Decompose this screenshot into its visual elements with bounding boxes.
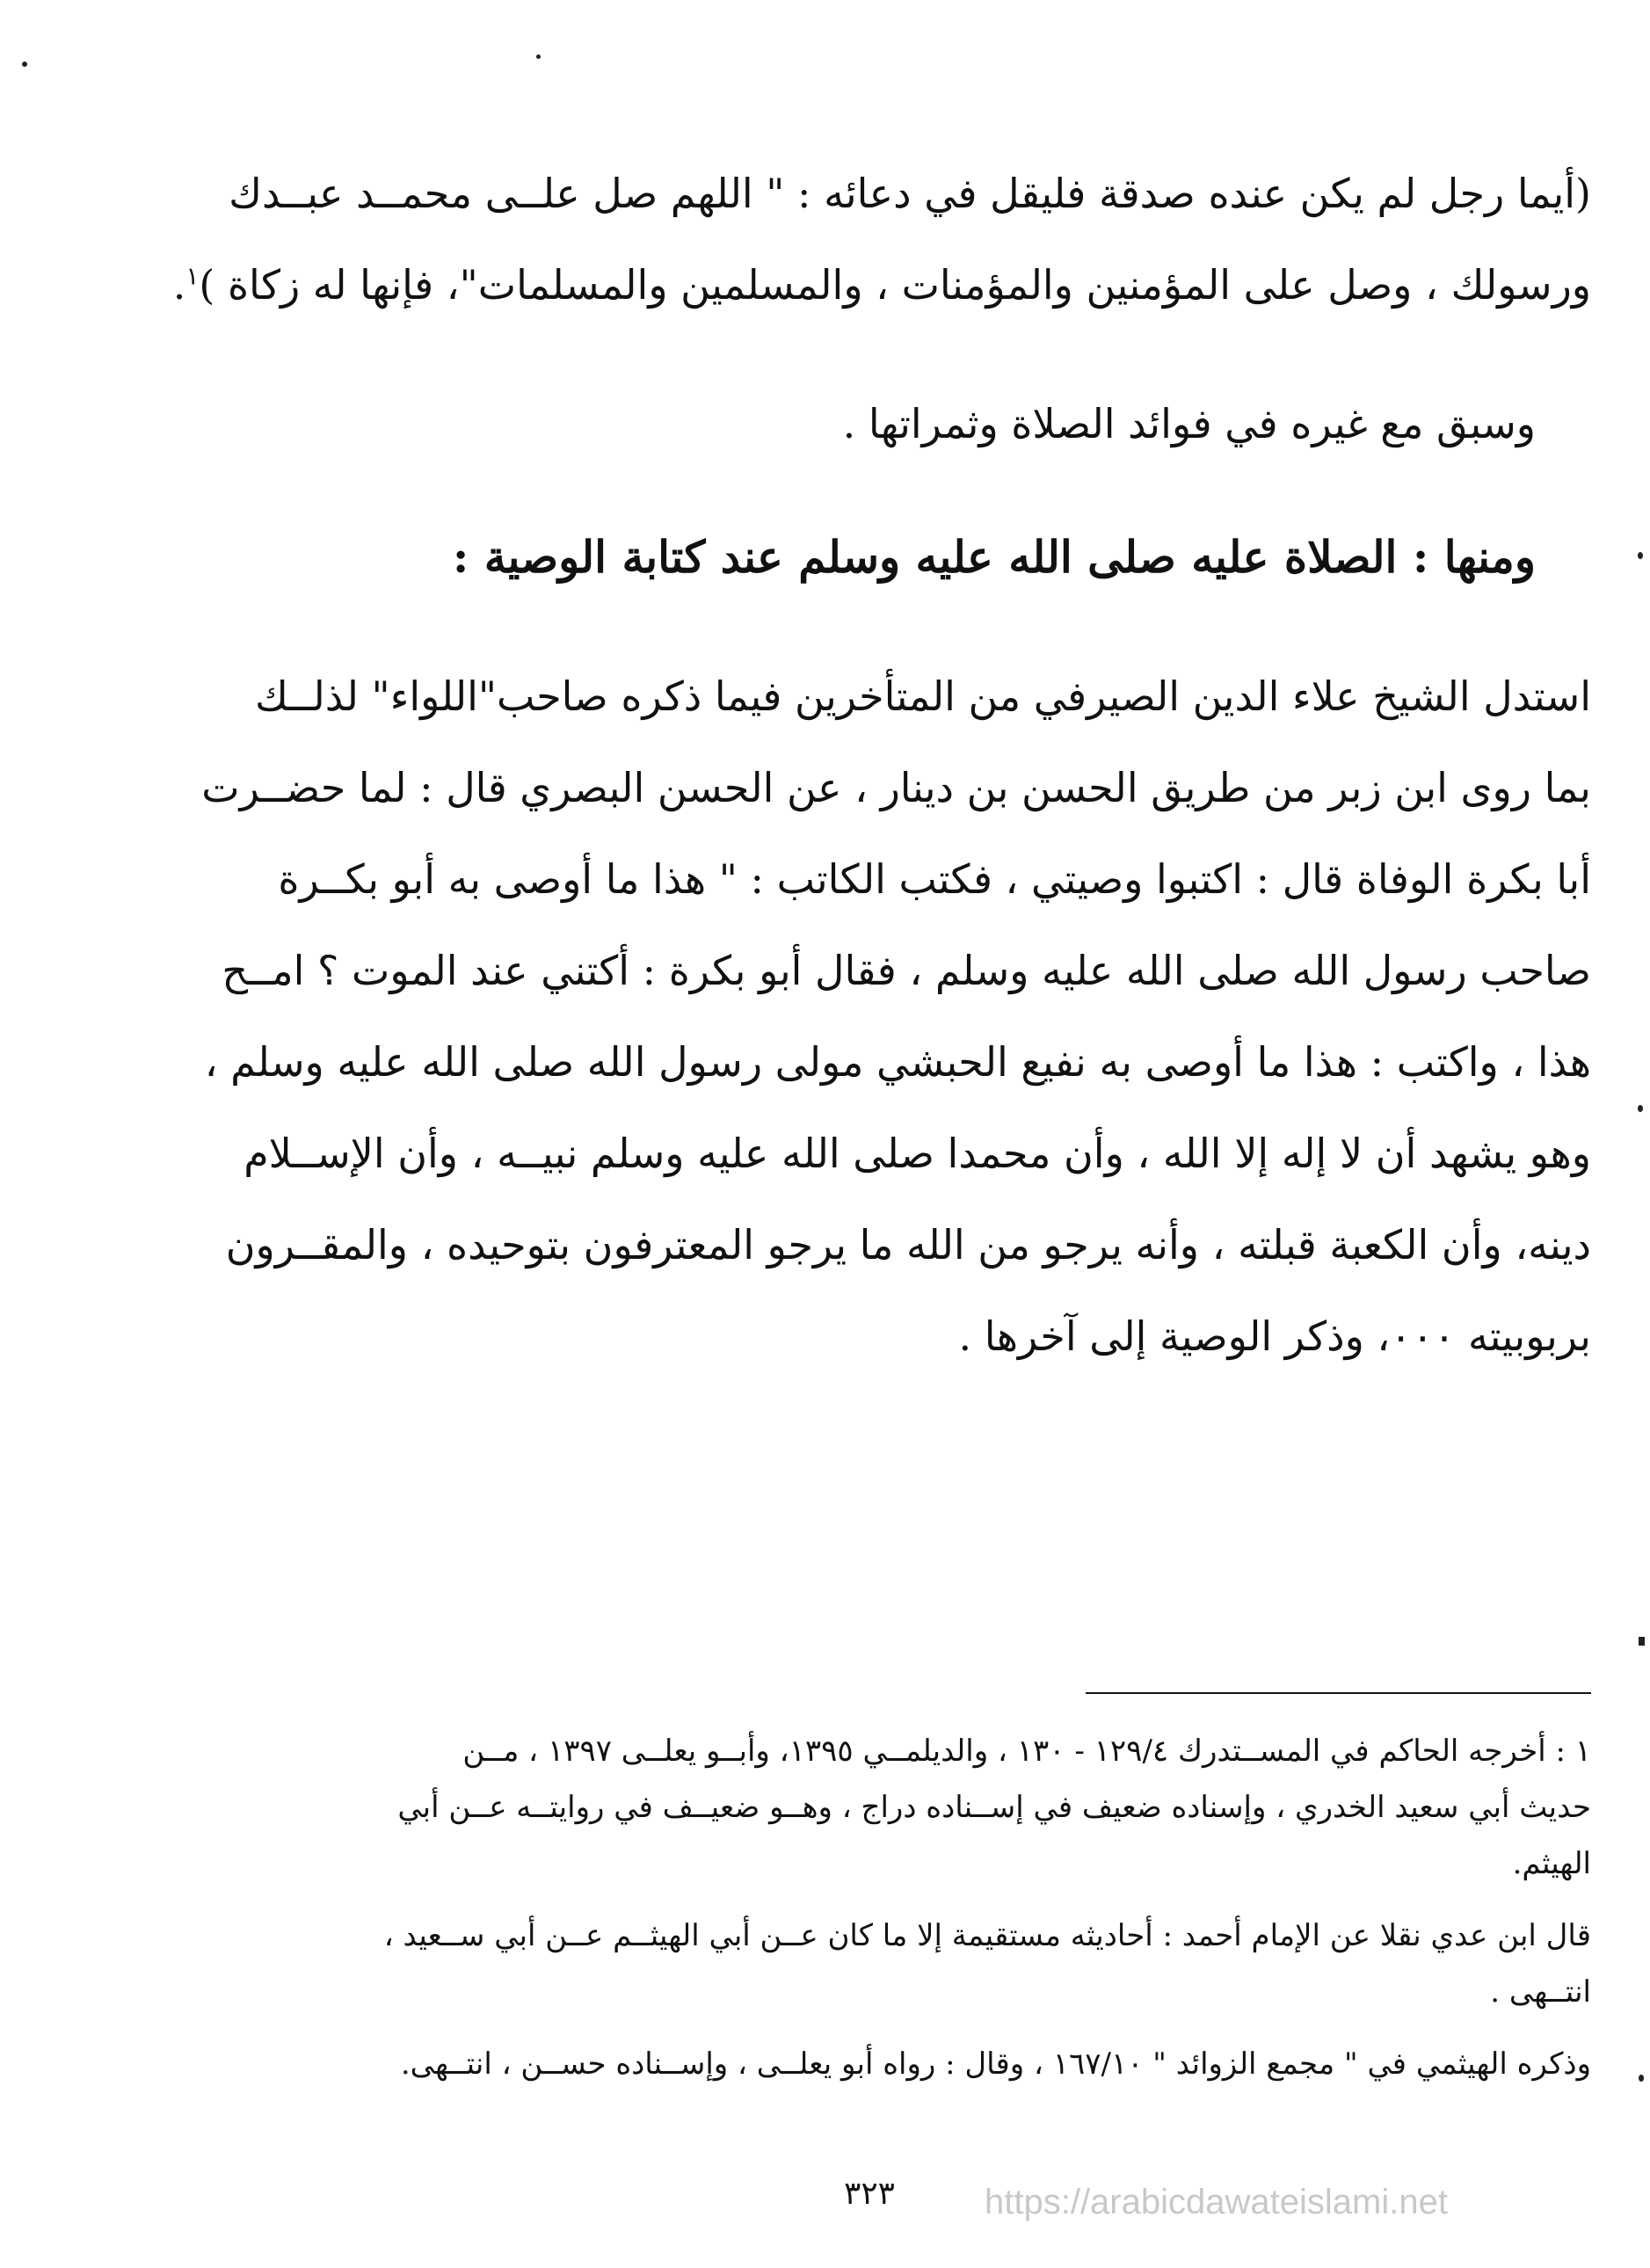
footnote-entry <box>97 1908 1591 2020</box>
scan-speck <box>22 62 27 67</box>
footnote-divider <box>1086 1692 1591 1694</box>
watermark-url: https://arabicdawateislami.net <box>985 2183 1448 2221</box>
footnote-line: حديث أبي سعيد الخدري ، وإسناده ضعيف في إســناده دراج ، وهــو ضعيــف في روايتــه عــن أبي <box>397 1790 1591 1825</box>
paragraph-line: دينه، وأن الكعبة قبلته ، وأنه يرجو من الله ما يرجو المعترفون بتوحيده ، والمقــرون <box>225 1221 1591 1268</box>
footnote-line: وذكره الهيثمي في " مجمع الزوائد " ١٦٧/١٠ ، وقال : رواه أبو يعلــى ، وإســناده حســن ، انتــهى. <box>400 2046 1591 2082</box>
page-number: ٣٢٣ <box>844 2176 896 2212</box>
scan-speck <box>1639 2075 1644 2082</box>
paragraph-note: وسبق مع غيره في فوائد الصلاة وثمراتها . <box>842 400 1536 447</box>
scan-speck <box>1638 552 1643 559</box>
scan-speck <box>1638 1105 1643 1112</box>
paragraph-line <box>79 239 1591 331</box>
paragraph-line: صاحب رسول الله صلى الله عليه وسلم ، فقال أبو بكرة : أكتني عند الموت ؟ امــح <box>222 947 1591 994</box>
footnote-line: الهيثم. <box>1512 1846 1591 1881</box>
paragraph-line: استدل الشيخ علاء الدين الصيرفي من المتأخرين فيما ذكره صاحب"اللواء" لذلــك <box>255 672 1591 720</box>
footnote-entry <box>97 2036 1591 2092</box>
footnote-line: قال ابن عدي نقلا عن الإمام أحمد : أحاديثه مستقيمة إلا ما كان عــن أبي الهيثــم عــن أبي ســعيد ، <box>383 1918 1591 1953</box>
paragraph-line: بما روى ابن زبر من طريق الحسن بن دينار ، عن الحسن البصري قال : لما حضــرت <box>201 764 1591 811</box>
paragraph-line: (أيما رجل لم يكن عنده صدقة فليقل في دعائه : " اللهم صل علــى محمــد عبــدك <box>229 170 1591 217</box>
footnote-reference: ١ <box>185 261 200 291</box>
paragraph-will <box>79 651 1591 1382</box>
section-heading: ومنها : الصلاة عليه صلى الله عليه وسلم عند كتابة الوصية : <box>452 531 1536 583</box>
paragraph-line-text: ورسولك ، وصل على المؤمنين والمؤمنات ، والمسلمين والمسلمات"، فإنها له زكاة ) <box>199 261 1591 309</box>
footnotes <box>97 1723 1591 2108</box>
paragraph-line: بربوبيته ٠٠٠، وذكر الوصية إلى آخرها . <box>958 1312 1591 1360</box>
scan-speck <box>1639 1637 1645 1646</box>
footnote-line: ١ : أخرجه الحاكم في المســتدرك ١٢٩/٤ - ١٣٠ ، والديلمــي ١٣٩٥، وأبــو يعلــى ١٣٩٧ ، مــن <box>462 1734 1591 1769</box>
footnote-line: انتــهى . <box>1490 1974 1591 2010</box>
paragraph-line-end: . <box>172 261 186 309</box>
paragraph-line: وهو يشهد أن لا إله إلا الله ، وأن محمدا صلى الله عليه وسلم نبيــه ، وأن الإســلام <box>244 1130 1591 1177</box>
paragraph-line: هذا ، واكتب : هذا ما أوصى به نفيع الحبشي مولى رسول الله صلى الله عليه وسلم ، <box>204 1038 1591 1086</box>
scan-speck <box>536 55 541 59</box>
paragraph-line: أبا بكرة الوفاة قال : اكتبوا وصيتي ، فكتب الكاتب : " هذا ما أوصى به أبو بكــرة <box>278 855 1591 903</box>
footnote-entry <box>97 1723 1591 1892</box>
paragraph-hadith <box>79 148 1591 331</box>
